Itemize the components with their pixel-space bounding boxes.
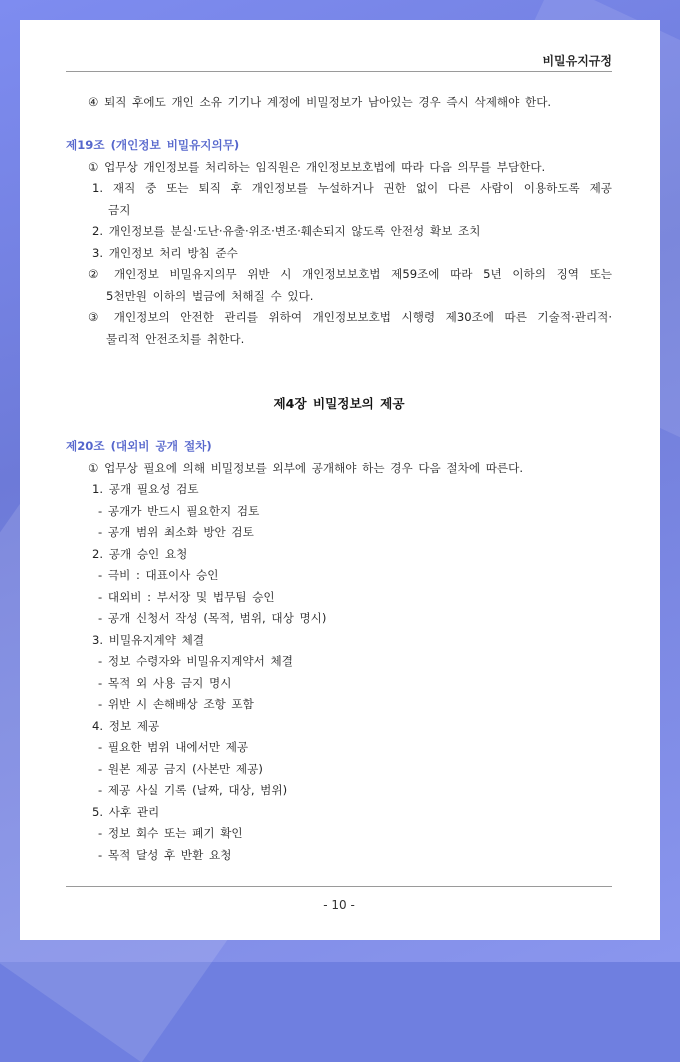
chapter-heading: 제4장 비밀정보의 제공 [273, 396, 405, 411]
sub-item: - 공개 범위 최소화 방안 검토 [98, 525, 254, 539]
running-header: 비밀유지규정 [542, 54, 612, 68]
article-title: 제20조 (대외비 공개 절차) [66, 439, 212, 453]
numbered-item: 3. 비밀유지계약 체결 [92, 632, 205, 647]
clause-item: ④ 퇴직 후에도 개인 소유 기기나 계정에 비밀정보가 남아있는 경우 즉시 삭제해야 한다. [88, 95, 552, 109]
clause-item: ① 업무상 필요에 의해 비밀정보를 외부에 공개해야 하는 경우 다음 절차에 따른다. [88, 460, 524, 475]
header-divider [66, 71, 612, 72]
spacer [66, 372, 612, 394]
numbered-item: 5. 사후 관리 [92, 804, 160, 819]
sub-item: - 필요한 범위 내에서만 제공 [98, 740, 249, 754]
sub-item: - 제공 사실 기록 (날짜, 대상, 범위) [98, 783, 288, 797]
sub-item: - 목적 외 사용 금지 명시 [98, 675, 232, 690]
spacer [66, 114, 612, 136]
numbered-item: 1. 재직 중 또는 퇴직 후 개인정보를 누설하거나 권한 없이 다른 사람이 이용하도록 제공 [92, 181, 612, 195]
clause-item: ③ 개인정보의 안전한 관리를 위하여 개인정보보호법 시행령 제30조에 따른 기술적·관리적· [88, 310, 612, 324]
numbered-item: 2. 개인정보를 분실·도난·유출·위조·변조·훼손되지 않도록 안전성 확보 조치 [92, 224, 481, 238]
sub-item: - 목적 달성 후 반환 요청 [98, 847, 232, 862]
sub-item: - 정보 수령자와 비밀유지계약서 체결 [98, 654, 293, 668]
sub-item: - 공개가 반드시 필요한지 검토 [98, 503, 260, 518]
clause-item-continuation: 5천만원 이하의 벌금에 처해질 수 있다. [106, 288, 314, 303]
sub-item: - 정보 회수 또는 폐기 확인 [98, 826, 243, 840]
sub-item: - 극비 : 대표이사 승인 [98, 568, 219, 582]
clause-item-continuation: 물리적 안전조치를 취한다. [106, 331, 245, 346]
spacer [66, 350, 612, 372]
document-page [20, 20, 660, 940]
clause-item: ② 개인정보 비밀유지의무 위반 시 개인정보보호법 제59조에 따라 5년 이하의 징역 또는 [88, 267, 612, 281]
document-body [66, 92, 612, 866]
numbered-item-continuation: 금지 [108, 202, 131, 217]
sub-item: - 공개 신청서 작성 (목적, 범위, 대상 명시) [98, 611, 327, 625]
sub-item: - 원본 제공 금지 (사본만 제공) [98, 761, 263, 776]
sub-item: - 위반 시 손해배상 조항 포함 [98, 697, 254, 711]
footer-divider [66, 886, 612, 887]
clause-item: ① 업무상 개인정보를 처리하는 임직원은 개인정보보호법에 따라 다음 의무를 부담한다. [88, 159, 546, 174]
numbered-item: 1. 공개 필요성 검토 [92, 482, 199, 496]
article-title: 제19조 (개인정보 비밀유지의무) [66, 138, 240, 152]
numbered-item: 4. 정보 제공 [92, 718, 160, 733]
page-number: - 10 - [323, 898, 355, 912]
spacer [66, 415, 612, 437]
numbered-item: 2. 공개 승인 요청 [92, 546, 188, 561]
sub-item: - 대외비 : 부서장 및 법무팀 승인 [98, 589, 275, 604]
numbered-item: 3. 개인정보 처리 방침 준수 [92, 245, 238, 260]
